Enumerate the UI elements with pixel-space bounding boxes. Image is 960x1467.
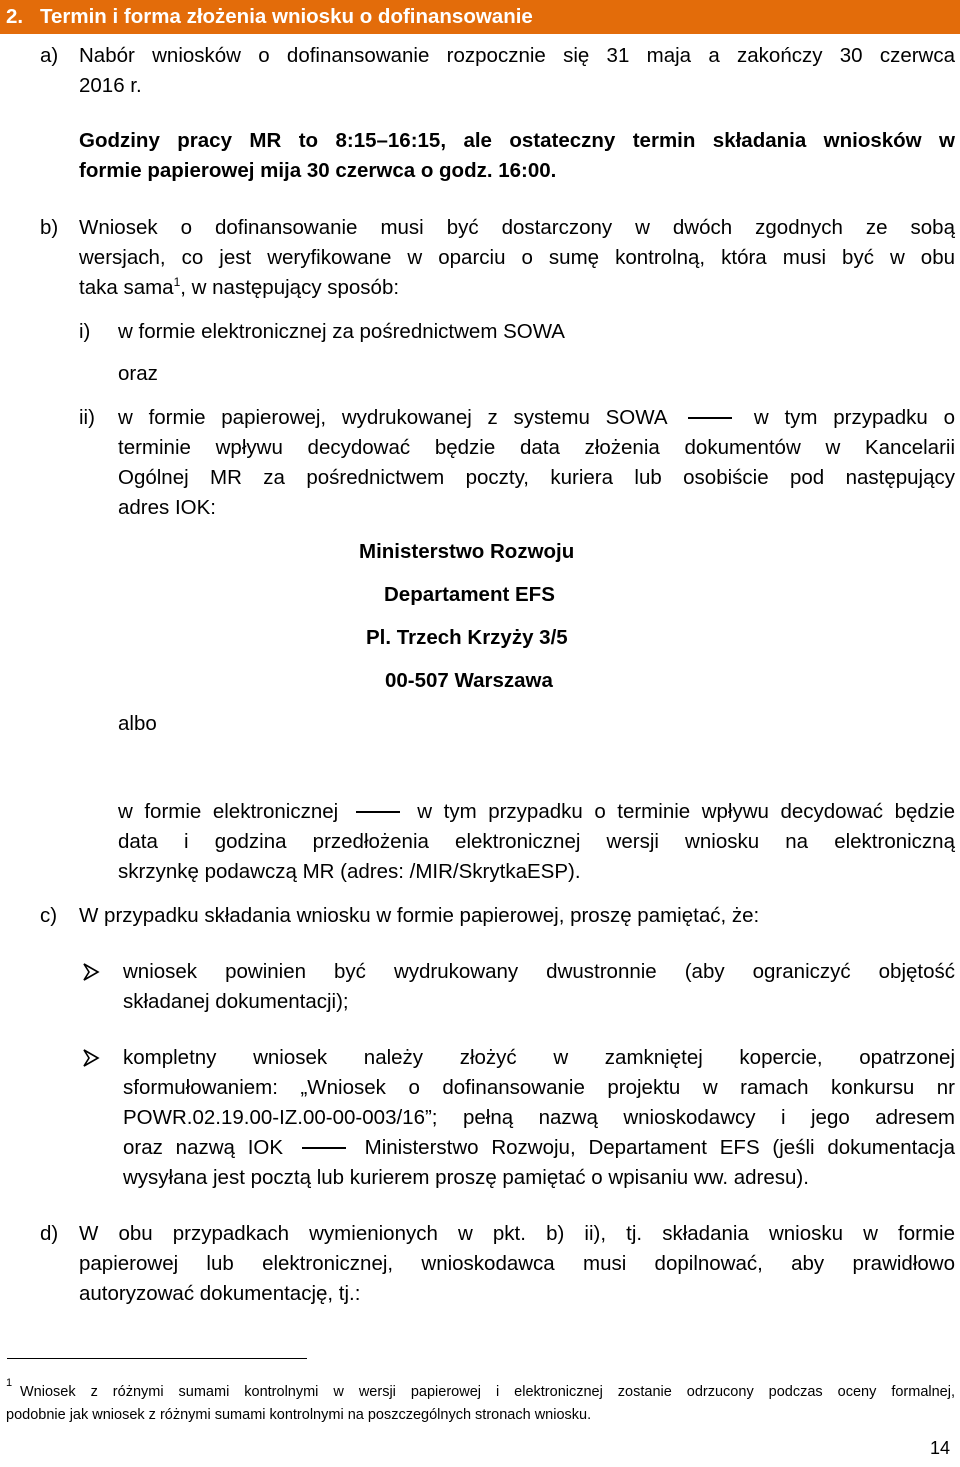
bullet-2-line-2: sformułowaniem: „Wniosek o dofinansowanie projektu w ramach konkursu nr <box>123 1076 955 1099</box>
footnote-marker: 1 <box>6 1377 13 1389</box>
section-title: Termin i forma złożenia wniosku o dofinansowanie <box>40 5 533 28</box>
item-b-line-3-text: taka sama <box>79 276 174 299</box>
item-d-marker: d) <box>40 1222 59 1245</box>
address-line-4: 00-507 Warszawa <box>385 669 553 692</box>
item-a-marker: a) <box>40 44 59 67</box>
item-b-i-text: w formie elektronicznej za pośrednictwem SOWA <box>118 320 565 343</box>
item-b-line-3-rest: , w następujący sposób: <box>180 276 400 299</box>
item-b-i-marker: i) <box>79 320 91 343</box>
bullet-2-line-3: POWR.02.19.00-IZ.00-00-003/16”; pełną nazwą wnioskodawcy i jego adresem <box>123 1106 955 1129</box>
item-b-ii-line-1-post: w tym przypadku o <box>753 406 955 429</box>
item-d-line-3: autoryzować dokumentację, tj.: <box>79 1282 361 1305</box>
albo-text: albo <box>118 712 157 735</box>
item-b-marker: b) <box>40 216 59 239</box>
footnote-separator <box>7 1358 307 1359</box>
item-b-ii-line-1 <box>118 406 955 430</box>
section-number: 2. <box>6 5 24 28</box>
item-b-ii-line-3: Ogólnej MR za pośrednictwem poczty, kuriera lub osobiście pod następujący <box>118 466 955 489</box>
item-c-marker: c) <box>40 904 58 927</box>
item-b-ii-line-2: terminie wpływu decydować będzie data złożenia dokumentów w Kancelarii <box>118 436 955 459</box>
arrow-bullet-icon <box>80 1046 104 1070</box>
address-line-3: Pl. Trzech Krzyży 3/5 <box>366 626 568 649</box>
em-dash-rule <box>356 811 400 813</box>
section-header-bar <box>0 0 960 34</box>
item-b-ii-line-1-pre: w formie papierowej, wydrukowanej z systemu SOWA <box>118 406 667 429</box>
item-b-line-1: Wniosek o dofinansowanie musi być dostarczony w dwóch zgodnych ze sobą <box>79 216 955 239</box>
item-b-el-line-2: data i godzina przedłożenia elektronicznej wersji wniosku na elektroniczną <box>118 830 955 853</box>
footnote-line-1: Wniosek z różnymi sumami kontrolnymi w wersji papierowej i elektronicznej zostanie odrzucony podczas oceny formalnej, <box>20 1384 955 1400</box>
item-a-bold-line-2: formie papierowej mija 30 czerwca o godz. 16:00. <box>79 159 557 182</box>
item-d-line-1: W obu przypadkach wymienionych w pkt. b) ii), tj. składania wniosku w formie <box>79 1222 955 1245</box>
item-a-line-2: 2016 r. <box>79 74 142 97</box>
em-dash-rule <box>302 1147 346 1149</box>
item-b-line-2: wersjach, co jest weryfikowane w oparciu o sumę kontrolną, która musi być w obu <box>79 246 955 269</box>
bullet-2-line-4-pre: oraz nazwą IOK <box>123 1136 284 1159</box>
address-line-1: Ministerstwo Rozwoju <box>359 540 575 563</box>
footnote-reference: 1 <box>173 275 181 290</box>
item-a-line-1: Nabór wniosków o dofinansowanie rozpocznie się 31 maja a zakończy 30 czerwca <box>79 44 955 67</box>
footnote-line-2: podobnie jak wniosek z różnymi sumami kontrolnymi na poszczególnych stronach wniosku. <box>6 1407 592 1423</box>
item-b-ii-marker: ii) <box>79 406 95 429</box>
bullet-1-line-1: wniosek powinien być wydrukowany dwustronnie (aby ograniczyć objętość <box>123 960 955 983</box>
item-c-intro: W przypadku składania wniosku w formie papierowej, proszę pamiętać, że: <box>79 904 760 927</box>
em-dash-rule <box>688 417 732 419</box>
page-number: 14 <box>930 1438 951 1458</box>
item-d-line-2: papierowej lub elektronicznej, wnioskodawca musi dopilnować, aby prawidłowo <box>79 1252 955 1275</box>
bullet-1-line-2: składanej dokumentacji); <box>123 990 349 1013</box>
bullet-2-line-5: wysyłana jest pocztą lub kurierem proszę pamiętać o wpisaniu ww. adresu). <box>123 1166 809 1189</box>
oraz-text: oraz <box>118 362 158 385</box>
bullet-2-line-4 <box>123 1136 955 1160</box>
item-b-line-3 <box>79 276 399 300</box>
item-b-el-line-1-pre: w formie elektronicznej <box>118 800 339 823</box>
address-line-2: Departament EFS <box>384 583 555 606</box>
item-b-el-line-1-post: w tym przypadku o terminie wpływu decydować będzie <box>417 800 955 823</box>
arrow-bullet-icon <box>80 960 104 984</box>
bullet-2-line-4-post: Ministerstwo Rozwoju, Departament EFS (jeśli dokumentacja <box>364 1136 955 1159</box>
item-b-el-line-3: skrzynkę podawczą MR (adres: /MIR/SkrytkaESP). <box>118 860 581 883</box>
item-a-bold-line-1: Godziny pracy MR to 8:15–16:15, ale ostateczny termin składania wniosków w <box>79 129 955 152</box>
item-b-el-line-1 <box>118 800 955 824</box>
bullet-2-line-1: kompletny wniosek należy złożyć w zamkniętej kopercie, opatrzonej <box>123 1046 955 1069</box>
item-b-ii-line-4: adres IOK: <box>118 496 216 519</box>
